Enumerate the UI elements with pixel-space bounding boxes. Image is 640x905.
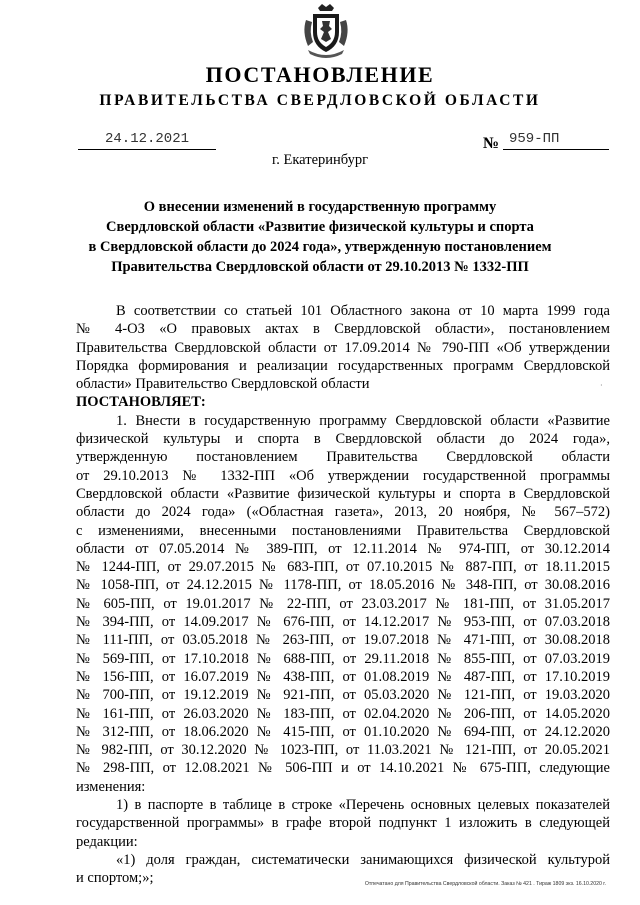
print-footer: Отпечатано для Правительства Свердловской области. Заказ № 421 . Тираж 1809 экз. 16.10.2020 г.	[364, 881, 606, 887]
document-date: 24.12.2021	[78, 130, 216, 150]
body-line: № 161-ПП, от 26.03.2020 № 183-ПП, от 02.04.2020 № 206-ПП, от 14.05.2020	[76, 705, 610, 722]
body-line: № 569-ПП, от 17.10.2018 № 688-ПП, от 29.11.2018 № 855-ПП, от 07.03.2019	[76, 650, 610, 667]
body-line: области от 07.05.2014 № 389-ПП, от 12.11.2014 № 974-ПП, от 30.12.2014	[76, 540, 610, 557]
body-line: 1. Внести в государственную программу Свердловской области «Развитие	[116, 412, 610, 429]
body-line: Правительства Свердловской области от 17.09.2014 № 790-ПП «Об утверждении	[76, 339, 610, 356]
body-line: утвержденную постановлением Правительства Свердловской области	[76, 449, 610, 466]
body-line: № 111-ПП, от 03.05.2018 № 263-ПП, от 19.07.2018 № 471-ПП, от 30.08.2018	[76, 632, 610, 649]
body-line: государственной программы» в графе второй подпункт 1 изложить в следующей	[76, 815, 610, 832]
body-line: № 4-ОЗ «О правовых актах в Свердловской области», постановлением	[76, 321, 610, 338]
body-line: № 312-ПП, от 18.06.2020 № 415-ПП, от 01.10.2020 № 694-ПП, от 24.12.2020	[76, 723, 610, 740]
body-line: № 1244-ПП, от 29.07.2015 № 683-ПП, от 07.10.2015 № 887-ПП, от 18.11.2015	[76, 559, 610, 576]
body-line: от 29.10.2013 № 1332-ПП «Об утверждении государственной программы	[76, 467, 610, 484]
body-line: изменения:	[76, 778, 146, 795]
body-line: 1) в паспорте в таблице в строке «Перечень основных целевых показателей	[116, 797, 610, 814]
body-line: Свердловской области «Развитие физической культуры и спорта в Свердловской	[76, 485, 610, 502]
body-line: физической культуры и спорта в Свердловской области до 2024 года»,	[76, 431, 610, 448]
subject-line: в Свердловской области до 2024 года», утвержденную постановлением	[88, 239, 552, 255]
body-line: области до 2024 года» («Областная газета», 2013, 20 ноября, № 567–572)	[76, 504, 610, 521]
body-line: № 605-ПП, от 19.01.2017 № 22-ПП, от 23.03.2017 № 181-ПП, от 31.05.2017	[76, 595, 610, 612]
body-line: Порядка формирования и реализации государственных программ Свердловской	[76, 357, 610, 374]
body-line: № 156-ПП, от 16.07.2019 № 438-ПП, от 01.08.2019 № 487-ПП, от 17.10.2019	[76, 668, 610, 685]
sverdlovsk-coat-of-arms-icon	[296, 2, 356, 62]
subject-line: Правительства Свердловской области от 29.10.2013 № 1332-ПП	[111, 259, 529, 275]
body-line: № 982-ПП, от 30.12.2020 № 1023-ПП, от 11.03.2021 № 121-ПП, от 20.05.2021	[76, 742, 610, 759]
document-subject	[70, 197, 570, 277]
body-line: № 394-ПП, от 14.09.2017 № 676-ПП, от 14.12.2017 № 953-ПП, от 07.03.2018	[76, 614, 610, 631]
body-line: и спортом;»;	[76, 870, 154, 887]
document-title: ПОСТАНОВЛЕНИЕ	[205, 62, 435, 87]
body-line: редакции:	[76, 833, 138, 850]
body-line: «1) доля граждан, систематически занимающихся физической культурой	[116, 851, 610, 868]
body-line: с изменениями, внесенными постановлениями Правительства Свердловской	[76, 522, 610, 539]
body-line: В соответствии со статьей 101 Областного закона от 10 марта 1999 года	[116, 303, 610, 319]
margin-mark: ·	[600, 381, 603, 390]
body-line: области» Правительство Свердловской области	[76, 376, 370, 393]
subject-line: О внесении изменений в государственную программу	[143, 199, 497, 215]
body-line: № 700-ПП, от 19.12.2019 № 921-ПП, от 05.03.2020 № 121-ПП, от 19.03.2020	[76, 687, 610, 704]
issuing-authority: ПРАВИТЕЛЬСТВА СВЕРДЛОВСКОЙ ОБЛАСТИ	[99, 92, 541, 109]
document-number: 959-ПП	[503, 130, 609, 150]
body-line: № 1058-ПП, от 24.12.2015 № 1178-ПП, от 18.05.2016 № 348-ПП, от 30.08.2016	[76, 577, 610, 594]
document-body	[76, 302, 610, 888]
number-label: №	[483, 135, 500, 152]
body-line: № 298-ПП, от 12.08.2021 № 506-ПП и от 14.10.2021 № 675-ПП, следующие	[76, 760, 610, 777]
resolves-heading: ПОСТАНОВЛЯЕТ:	[76, 394, 206, 411]
city: г. Екатеринбург	[271, 152, 369, 168]
subject-line: Свердловской области «Развитие физической культуры и спорта	[106, 219, 534, 235]
